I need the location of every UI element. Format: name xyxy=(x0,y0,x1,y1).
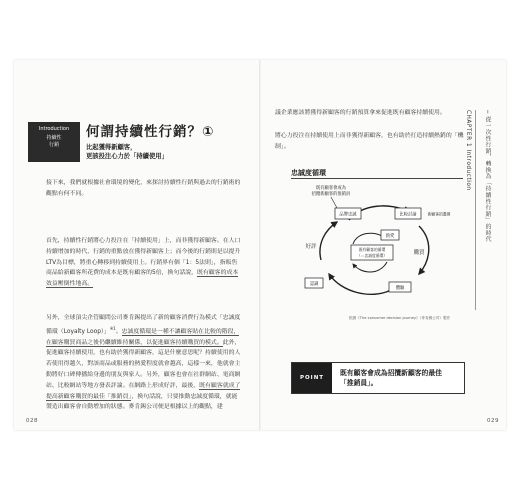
point-text-line2: 「推銷員」。 xyxy=(340,379,378,387)
node-good: 好評 xyxy=(305,244,317,250)
intro-label-line2: 持續性 xyxy=(46,135,62,141)
p3-text-2: 。 xyxy=(115,328,122,335)
inner-arc-bottom xyxy=(353,262,387,272)
node-hot: 熱愛 xyxy=(385,234,395,239)
arc-left xyxy=(320,222,337,260)
p3-underline-1: 忠誠度循環是一種不讓顧客貼在比較的階段，在顧客購買商品之後仍繼續維持關係，以促進顧客持續購買的模式。 xyxy=(46,328,240,346)
center-label-2: （＝忠誠度循環） xyxy=(356,253,388,258)
callout-pointer xyxy=(331,197,337,208)
diagram-top-label-2: 招攬新顧客的推銷員 xyxy=(311,192,351,197)
right-page xyxy=(261,60,506,430)
left-page xyxy=(14,60,259,430)
heading-rule xyxy=(291,178,463,179)
page-subtitle xyxy=(86,143,168,161)
paragraph-2 xyxy=(46,236,242,290)
node-compare: 比較討論 xyxy=(399,212,417,218)
paragraph-2-text: 首先，持續性行銷將心力投注在「持續使用」上，而非獲得新顧客。在人口持續增加的時代，行銷的重點放在獲得新顧客上；而今後的行銷則是以提升LTV為目標，將重心轉移到持續使用上。行銷界有個「1：5法則」，指販售商品給新顧客所花費的成本是既有顧客的5倍，換句話說， xyxy=(46,238,241,277)
center-label-1: 既有顧客的循環 xyxy=(358,247,386,252)
node-product: 新顧客的選擇 xyxy=(427,211,451,217)
point-text-line1: 既有顧客會成為招攬新顧客的最佳 xyxy=(340,369,442,377)
point-box xyxy=(291,362,465,394)
page-title: 何謂持續性行銷？① xyxy=(86,124,215,140)
vertical-chapter-label: CHAPTER 1 Introduction xyxy=(465,110,471,191)
subtitle-line1: 比起獲得新顧客， xyxy=(86,144,137,151)
node-recog: 認識 xyxy=(309,282,319,287)
p3-underline-2: 既有顧客就成了提高新顧客購買的最佳「推銷員」 xyxy=(46,382,241,400)
diagram-caption: 根據《The consumer decision journey》（麥肯錫公司）製作 xyxy=(349,316,451,320)
node-experience: 體驗 xyxy=(395,286,405,291)
vertical-rule xyxy=(475,110,476,310)
page-number-left: 028 xyxy=(26,418,38,424)
footnote-ref: ※1 xyxy=(109,325,116,331)
book-spread xyxy=(14,60,506,430)
paragraph-3 xyxy=(46,313,242,413)
node-buy: 購買 xyxy=(413,250,425,256)
inner-arc-top xyxy=(353,233,385,244)
vertical-running-title: ─ 從一次性行銷，轉換為「持續性行銷」的時代 xyxy=(484,110,490,243)
right-paragraph-2: 將心力投注在持續使用上而非獲得新顧客，也有助於打造持續熱銷的「機制」。 xyxy=(275,133,464,150)
paragraph-1: 接下來，我們就根據社會環境的變化，來探討持續性行銷與過去的行銷術的觀點有何不同。 xyxy=(46,180,241,197)
page-number-right: 029 xyxy=(487,418,499,424)
intro-label-line1: Introduction xyxy=(38,126,70,132)
subtitle-line2: 更該投注心力於「持續使用」 xyxy=(86,153,168,160)
paragraph-2-underline: 既有顧客的成本效益壓倒性地高。 xyxy=(46,270,239,288)
node-loyalty: 品牌忠誠 xyxy=(339,212,357,218)
p3-text-1: 另外，全球頂尖企管顧問公司麥肯錫提出了新的顧客消費行為模式「忠誠度循環（Loyalty Loop）」 xyxy=(46,315,241,335)
p3-text-4: ，換句話說，只要推動忠誠度循環，就能製造出顧客會自動增加的狀態。麥肯錫公司便是根據以上的觀點，建 xyxy=(46,393,238,411)
point-text xyxy=(340,368,458,388)
arc-bottom xyxy=(329,274,391,294)
right-paragraph-1: 議企業應該將獲得新顧客的行銷預算拿來促進既有顧客持續使用。 xyxy=(275,110,446,116)
diagram-top-label-1: 既有顧客會成為 xyxy=(315,186,347,191)
p3-text-3: 此外，促進顧客持續使用，也有助於獲得新顧客，這是什麼意思呢？持續使用的人若使用得越久，對該商品或服務的熱愛程度就會越高，這樣一來，他就會主動將好口碑傳播給身邊的朋友與家人。另外，顧客也會在社群網站、電商網站、比較網站等地方發表評論。在網路上形成好評，最後， xyxy=(46,339,241,389)
introduction-label-box xyxy=(28,122,80,162)
point-label: POINT xyxy=(292,363,332,393)
intro-label-line3: 行銷 xyxy=(48,142,59,148)
loyalty-loop-diagram xyxy=(291,182,463,314)
section-heading: 忠誠度循環 xyxy=(291,169,326,177)
